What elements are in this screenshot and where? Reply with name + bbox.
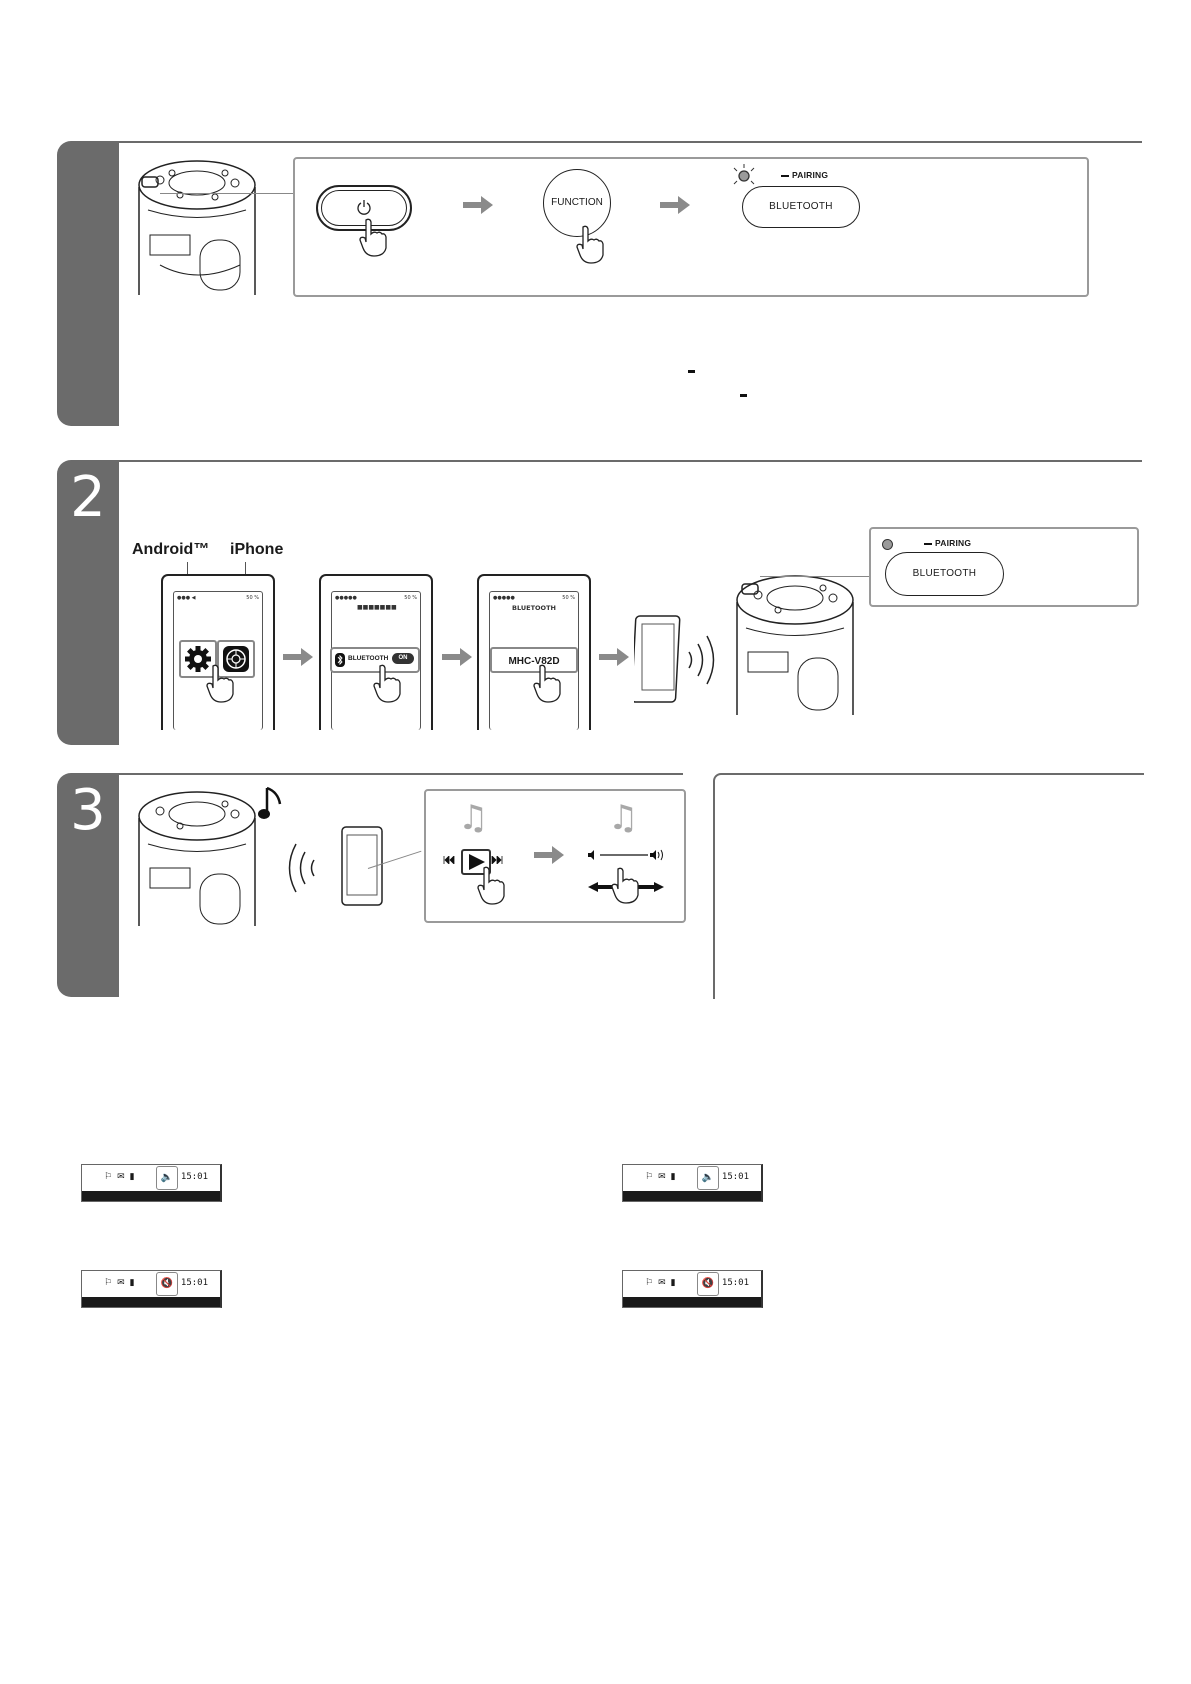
screen-title: BLUETOOTH	[512, 604, 556, 612]
status-bar-right: 50 %	[562, 595, 575, 601]
finger-press-icon	[372, 664, 404, 704]
speaker-illustration-step3	[130, 786, 265, 926]
volume-slider[interactable]	[586, 849, 666, 909]
bluetooth-label: BLUETOOTH	[912, 568, 977, 579]
step-1-panel	[293, 157, 1089, 297]
pairing-label: PAIRING	[924, 538, 971, 548]
speaker-illustration-step2	[728, 570, 863, 715]
arrow-right-icon	[283, 648, 313, 666]
step-2-divider	[119, 460, 1142, 462]
device-name: MHC-V82D	[508, 656, 560, 667]
arrow-right-icon	[660, 196, 690, 214]
taskbar-example-3	[81, 1270, 222, 1308]
pairing-label: PAIRING	[781, 170, 828, 180]
taskbar-tray-icons: ⚐✉▮	[104, 1278, 140, 1288]
arrow-right-icon	[599, 648, 629, 666]
smartphone-icon	[340, 825, 384, 907]
bluetooth-icon	[335, 653, 345, 667]
speaker-illustration-step1	[130, 155, 265, 295]
speaker-on-icon[interactable]: 🔈	[697, 1166, 719, 1190]
taskbar-example-4	[622, 1270, 763, 1308]
function-label: FUNCTION	[551, 197, 603, 208]
skip-back-icon	[443, 856, 455, 864]
power-icon	[356, 199, 372, 215]
taskbar-example-2	[622, 1164, 763, 1202]
music-note-icon: ♫	[608, 798, 639, 838]
bluetooth-toggle-label: BLUETOOTH	[348, 655, 389, 662]
status-bar-right: 50 %	[246, 595, 259, 601]
led-indicator	[882, 539, 893, 550]
taskbar-tray-icons: ⚐✉▮	[645, 1278, 681, 1288]
android-label: Android™	[132, 541, 210, 558]
music-note-icon	[258, 784, 284, 822]
wireless-waves-icon	[284, 838, 318, 898]
music-note-icon: ♫	[458, 798, 489, 838]
bluetooth-switch[interactable]	[392, 653, 414, 664]
bluetooth-button[interactable]	[885, 552, 1004, 596]
dash-mark	[740, 394, 747, 397]
step-3-number: 3	[70, 778, 106, 843]
step-1-tab	[57, 141, 119, 426]
status-bar-left: ●●● ◀	[177, 595, 196, 601]
finger-press-icon	[575, 225, 607, 265]
smartphone-icon	[634, 614, 682, 704]
taskbar-clock: 15:01	[721, 1172, 749, 1182]
bluetooth-label: BLUETOOTH	[769, 201, 833, 212]
callout-line	[760, 576, 870, 577]
taskbar-tray-icons: ⚐✉▮	[104, 1172, 140, 1182]
status-bar-left: ●●●●●	[493, 595, 515, 601]
arrow-right-icon	[534, 846, 564, 864]
skip-forward-icon	[491, 856, 503, 864]
speaker-muted-icon[interactable]: 🔇	[697, 1272, 719, 1296]
finger-press-icon	[532, 664, 564, 704]
taskbar-clock: 15:01	[180, 1172, 208, 1182]
step-1-divider	[119, 141, 1142, 143]
step-2-number: 2	[70, 465, 106, 530]
finger-press-icon	[476, 866, 508, 906]
wireless-waves-icon	[685, 630, 719, 690]
switch-value: ON	[398, 655, 408, 661]
taskbar-tray-icons: ⚐✉▮	[645, 1172, 681, 1182]
right-panel-frame	[713, 773, 1144, 999]
callout-line	[160, 193, 293, 194]
finger-press-icon	[358, 218, 390, 258]
iphone-label: iPhone	[230, 541, 284, 558]
taskbar-clock: 15:01	[721, 1278, 749, 1288]
speaker-on-icon[interactable]: 🔈	[156, 1166, 178, 1190]
speaker-muted-icon[interactable]: 🔇	[156, 1272, 178, 1296]
status-bar-right: 50 %	[404, 595, 417, 601]
step-3-divider	[119, 773, 683, 775]
dash-mark	[688, 370, 695, 373]
status-bar-left: ●●●●●	[335, 595, 357, 601]
taskbar-clock: 15:01	[180, 1278, 208, 1288]
finger-press-icon	[205, 664, 237, 704]
blinking-led-icon	[732, 164, 756, 188]
arrow-right-icon	[442, 648, 472, 666]
taskbar-example-1	[81, 1164, 222, 1202]
arrow-right-icon	[463, 196, 493, 214]
screen-title: ■■■■■■■	[357, 604, 397, 611]
bluetooth-button[interactable]	[742, 186, 860, 228]
